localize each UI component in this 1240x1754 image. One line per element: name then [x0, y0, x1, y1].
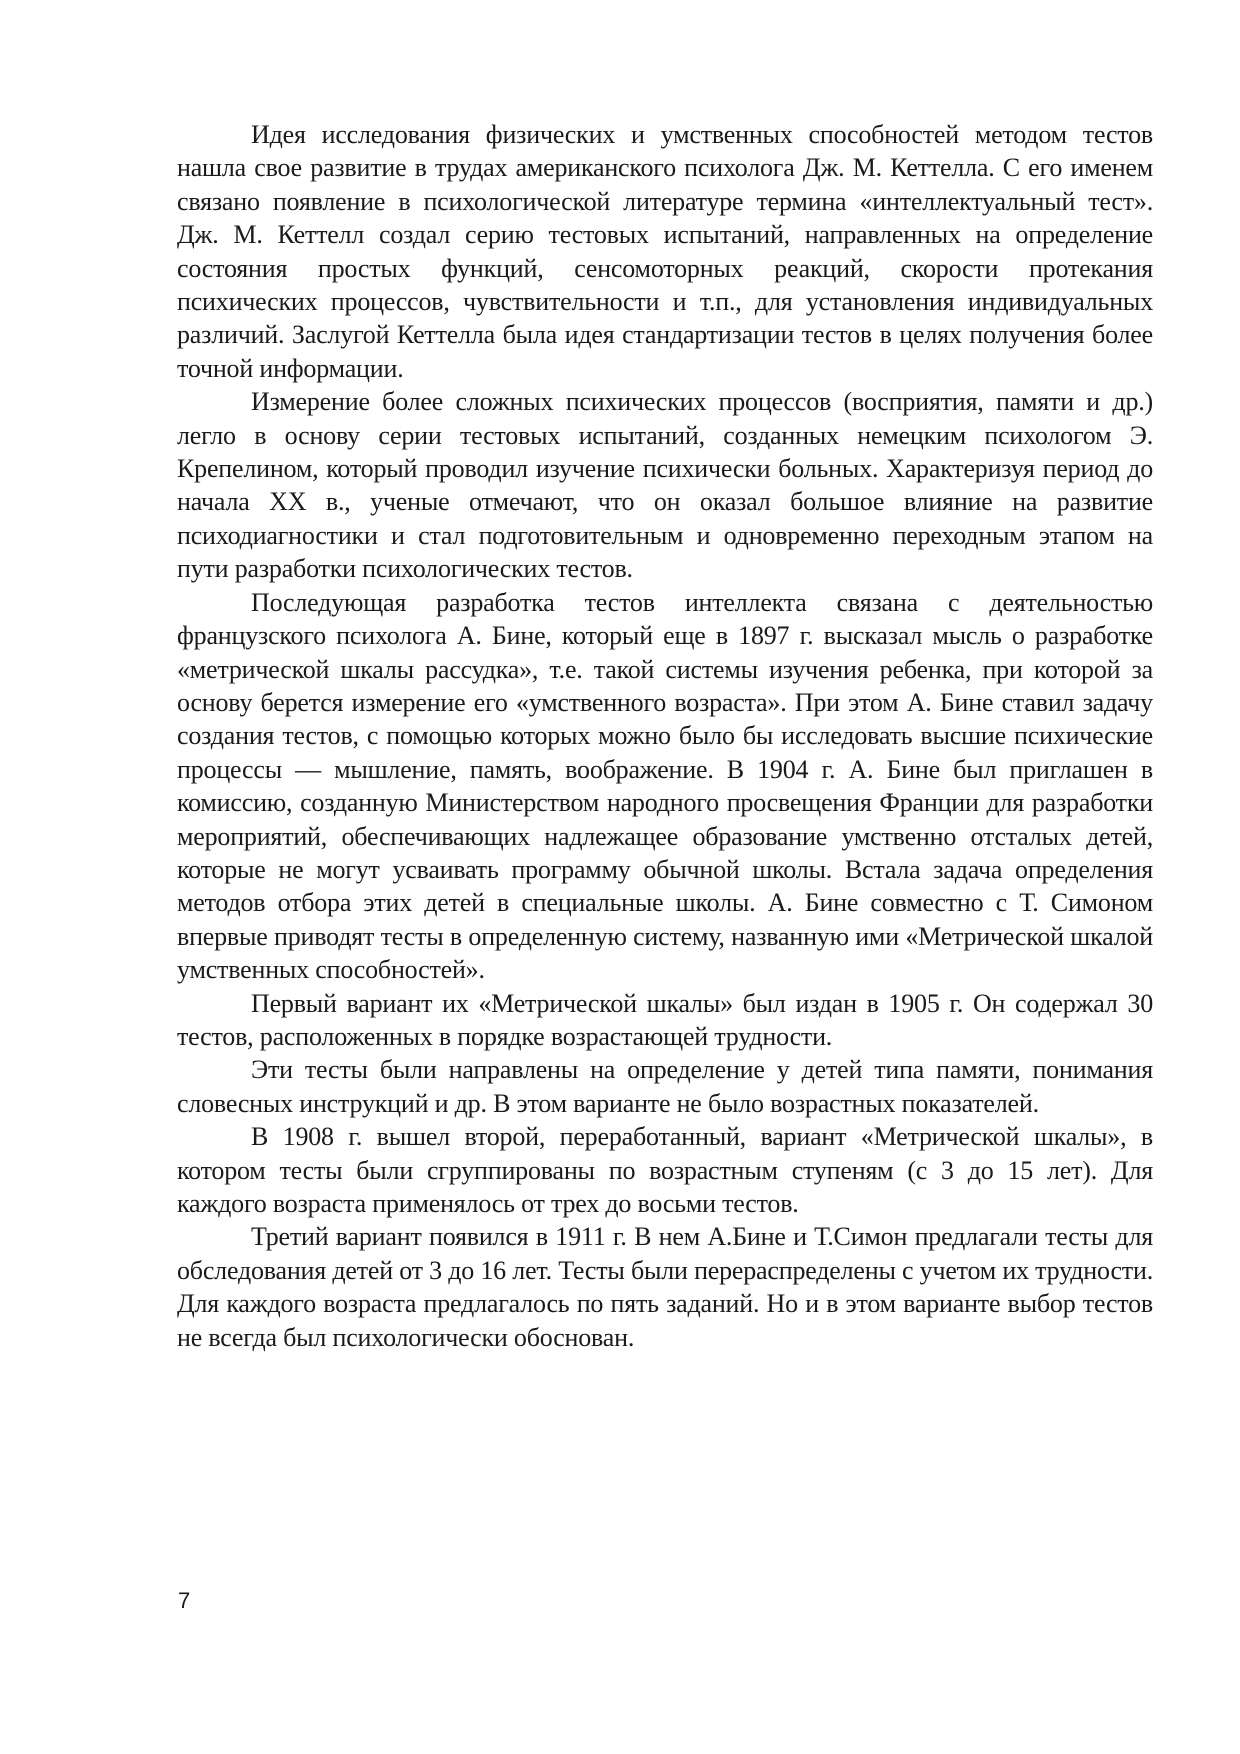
paragraph: Третий вариант появился в 1911 г. В нем А.Бине и Т.Симон предлагали тесты для обследования детей от 3 до 16 лет. Тесты были перераспределены с учетом их трудности. Для каждого возраста предлагалось по пять заданий. Но и в этом варианте выбор тестов не всегда был психологически обоснован.: [177, 1222, 1153, 1352]
paragraph: Эти тесты были направлены на определение у детей типа памяти, понимания словесных инструкций и др. В этом варианте не было возрастных показателей.: [177, 1055, 1153, 1118]
paragraph: Последующая разработка тестов интеллекта связана с деятельностью французского психолога А. Бине, который еще в 1897 г. высказал мысль о разработке «метрической шкалы рассудка», т.е. такой системы изучения ребенка, при которой за основу берется измерение его «умственного возраста». При этом А. Бине ставил задачу создания тестов, с помощью которых можно было бы исследовать высшие психические процессы — мышление, память, воображение. В 1904 г. А. Бине был приглашен в комиссию, созданную Министерством народного просвещения Франции для разработки мероприятий, обеспечивающих надлежащее образование умственно отсталых детей, которые не могут усваивать программу обычной школы. Встала задача определения методов отбора этих детей в специальные школы. А. Бине совместно с Т. Симоном впервые приводят тесты в определенную систему, названную ими «Метрической шкалой умственных способностей».: [177, 587, 1153, 985]
document-body: [177, 118, 1153, 1354]
paragraph: Измерение более сложных психических процессов (восприятия, памяти и др.) легло в основу серии тестовых испытаний, созданных немецким психологом Э. Крепелином, который проводил изучение психически больных. Характеризуя период до начала XX в., ученые отмечают, что он оказал большое влияние на развитие психодиагностики и стал подготовительным и одновременно переходным этапом на пути разработки психологических тестов.: [177, 387, 1153, 584]
paragraph: Идея исследования физических и умственных способностей методом тестов нашла свое развитие в трудах американского психолога Дж. М. Кеттелла. С его именем связано появление в психологической литературе термина «интеллектуальный тест». Дж. М. Кеттелл создал серию тестовых испытаний, направленных на определение состояния простых функций, сенсомоторных реакций, скорости протекания психических процессов, чувствительности и т.п., для установления индивидуальных различий. Заслугой Кеттелла была идея стандартизации тестов в целях получения более точной информации.: [177, 120, 1153, 383]
paragraph: Первый вариант их «Метрической шкалы» был издан в 1905 г. Он содержал 30 тестов, расположенных в порядке возрастающей трудности.: [177, 988, 1153, 1051]
page-number: 7: [178, 1588, 191, 1613]
paragraph: В 1908 г. вышел второй, переработанный, вариант «Метрической шкалы», в котором тесты были сгруппированы по возрастным ступеням (с 3 до 15 лет). Для каждого возраста применялось от трех до восьми тестов.: [177, 1122, 1153, 1218]
